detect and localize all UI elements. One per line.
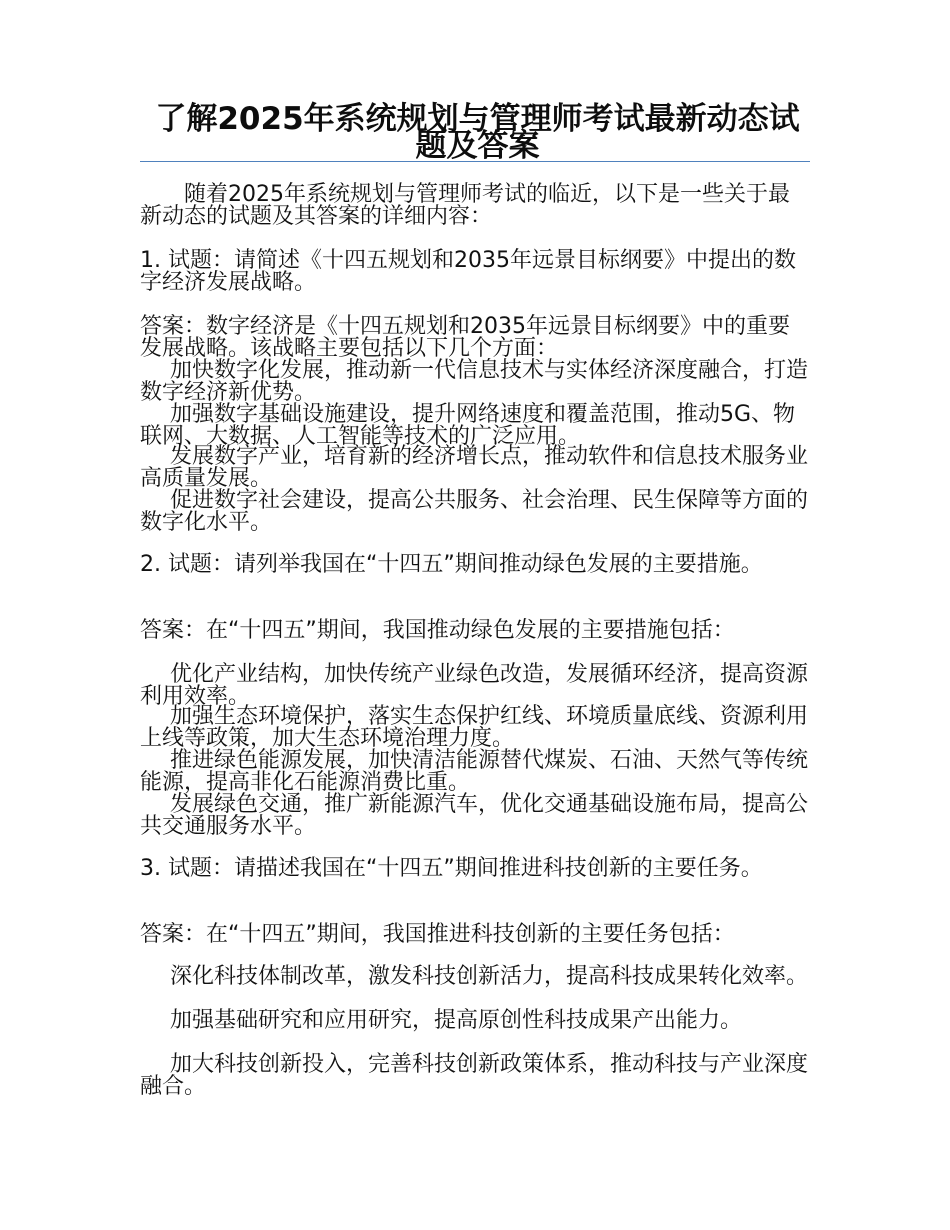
answer-3-lead: 答案：在“十四五”期间，我国推进科技创新的主要任务包括：	[140, 922, 735, 947]
question-1: 1. 试题：请简述《十四五规划和2035年远景目标纲要》中提出的数字经济发展战略。	[140, 248, 796, 295]
answer-2-point: 推进绿色能源发展，加快清洁能源替代煤炭、石油、天然气等传统能源，提高非化石能源消费比重。	[140, 748, 809, 795]
title-underline	[140, 161, 810, 162]
answer-2-point: 发展绿色交通，推广新能源汽车，优化交通基础设施布局，提高公共交通服务水平。	[140, 792, 809, 839]
answer-1-lead: 答案：数字经济是《十四五规划和2035年远景目标纲要》中的重要发展战略。该战略主要包括以下几个方面：	[140, 314, 790, 361]
question-3: 3. 试题：请描述我国在“十四五”期间推进科技创新的主要任务。	[140, 856, 763, 881]
answer-3-point: 加强基础研究和应用研究，提高原创性科技成果产出能力。	[170, 1008, 743, 1033]
intro-paragraph: 随着2025年系统规划与管理师考试的临近，以下是一些关于最新动态的试题及其答案的详细内容：	[140, 182, 790, 229]
answer-1-point: 促进数字社会建设，提高公共服务、社会治理、民生保障等方面的数字化水平。	[140, 488, 809, 535]
answer-1-point: 发展数字产业，培育新的经济增长点，推动软件和信息技术服务业高质量发展。	[140, 444, 809, 491]
answer-3-point: 深化科技体制改革，激发科技创新活力，提高科技成果转化效率。	[170, 964, 809, 989]
answer-2-point: 加强生态环境保护，落实生态保护红线、环境质量底线、资源利用上线等政策，加大生态环境治理力度。	[140, 704, 809, 751]
answer-2-lead: 答案：在“十四五”期间，我国推动绿色发展的主要措施包括：	[140, 618, 735, 643]
answer-1-point: 加强数字基础设施建设，提升网络速度和覆盖范围，推动5G、物联网、大数据、人工智能等技术的广泛应用。	[140, 402, 796, 449]
answer-2-point: 优化产业结构，加快传统产业绿色改造，发展循环经济，提高资源利用效率。	[140, 662, 809, 709]
document-title: 了解2025年系统规划与管理师考试最新动态试题及答案	[155, 101, 800, 164]
answer-1-point: 加快数字化发展，推动新一代信息技术与实体经济深度融合，打造数字经济新优势。	[140, 358, 809, 405]
answer-3-point: 加大科技创新投入，完善科技创新政策体系，推动科技与产业深度融合。	[140, 1052, 809, 1099]
question-2: 2. 试题：请列举我国在“十四五”期间推动绿色发展的主要措施。	[140, 552, 763, 577]
